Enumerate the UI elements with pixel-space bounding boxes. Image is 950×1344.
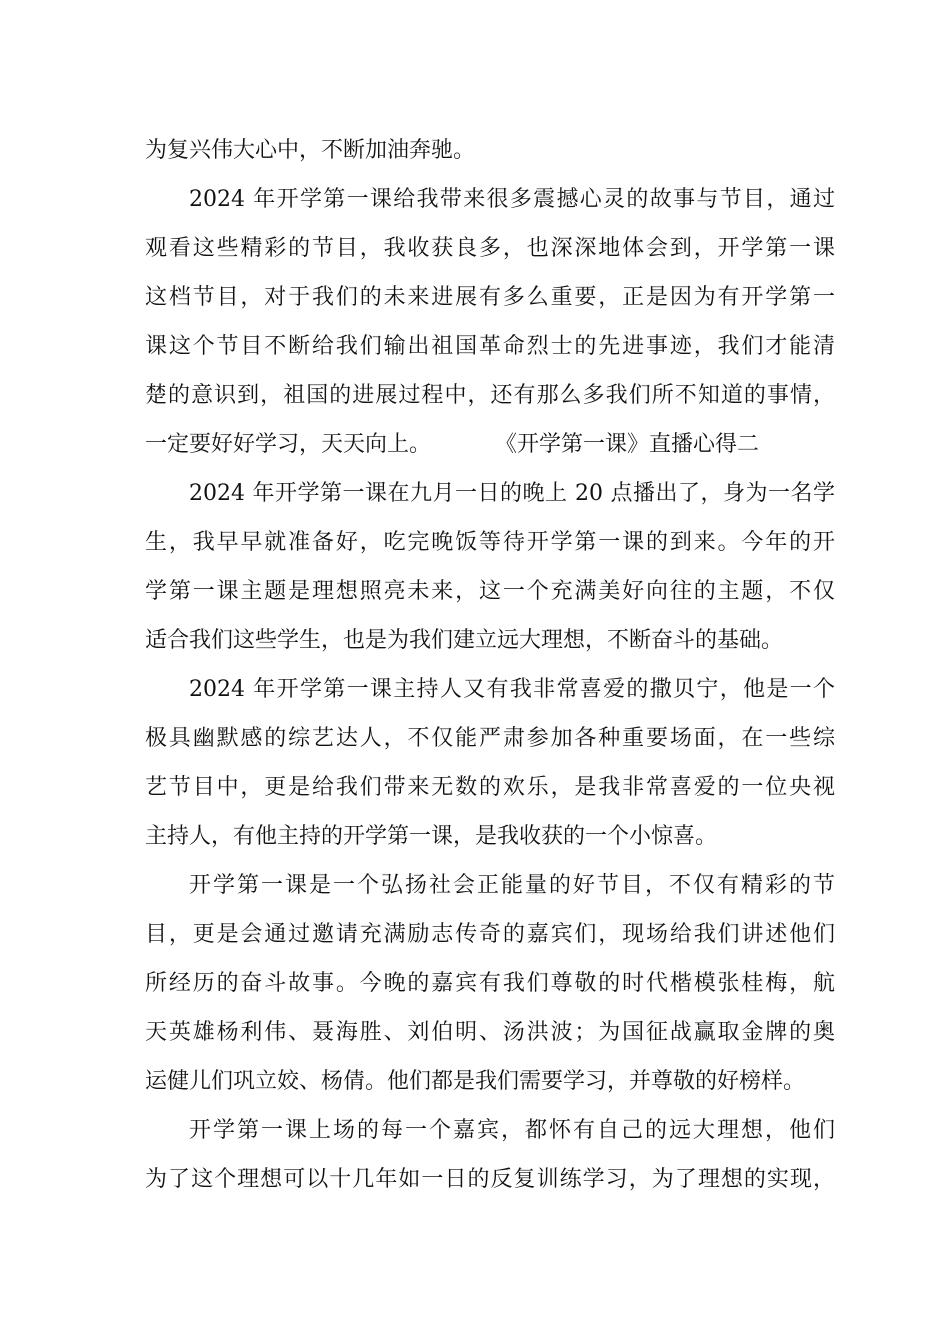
- text-line: 楚的意识到，祖国的进展过程中，还有那么多我们所不知道的事情，: [145, 383, 835, 408]
- text-line: 一定要好好学习，天天向上。: [145, 432, 432, 457]
- text-line: 观看这些精彩的节目，我收获良多，也深深地体会到，开学第一课: [145, 236, 835, 261]
- text-line: 课这个节目不断给我们输出祖国革命烈士的先进事迹，我们才能清: [145, 334, 835, 359]
- text-line: 所经历的奋斗故事。今晚的嘉宾有我们尊敬的时代楷模张桂梅，航: [145, 971, 835, 996]
- text-line: 天英雄杨利伟、聂海胜、刘伯明、汤洪波；为国征战赢取金牌的奥: [145, 1020, 835, 1045]
- text-line: 艺节目中，更是给我们带来无数的欢乐，是我非常喜爱的一位央视: [145, 775, 835, 800]
- text-line: 这档节目，对于我们的未来进展有多么重要，正是因为有开学第一: [145, 285, 835, 310]
- text-line: 2024 年开学第一课主持人又有我非常喜爱的撒贝宁，他是一个: [189, 677, 835, 702]
- text-line: 2024 年开学第一课给我带来很多震撼心灵的故事与节目，通过: [189, 187, 835, 212]
- inline-section-heading: 《开学第一课》直播心得二: [495, 432, 760, 457]
- text-line: 为了这个理想可以十几年如一日的反复训练学习，为了理想的实现，: [145, 1167, 835, 1192]
- text-line: 2024 年开学第一课在九月一日的晚上 20 点播出了，身为一名学: [189, 481, 835, 506]
- text-line: 开学第一课是一个弘扬社会正能量的好节目，不仅有精彩的节: [189, 873, 835, 898]
- text-line: 学第一课主题是理想照亮未来，这一个充满美好向往的主题，不仅: [145, 579, 835, 604]
- text-line: 生，我早早就准备好，吃完晚饭等待开学第一课的到来。今年的开: [145, 530, 835, 555]
- text-line: 运健儿们巩立姣、杨倩。他们都是我们需要学习，并尊敬的好榜样。: [145, 1069, 806, 1094]
- text-line: 开学第一课上场的每一个嘉宾，都怀有自己的远大理想，他们: [189, 1118, 835, 1143]
- text-line-with-heading: [145, 428, 835, 462]
- text-line: 极具幽默感的综艺达人，不仅能严肃参加各种重要场面，在一些综: [145, 726, 835, 751]
- text-line: 主持人，有他主持的开学第一课，是我收获的一个小惊喜。: [145, 824, 718, 849]
- text-line: 适合我们这些学生，也是为我们建立远大理想，不断奋斗的基础。: [145, 628, 784, 653]
- text-line: 目，更是会通过邀请充满励志传奇的嘉宾们，现场给我们讲述他们: [145, 922, 835, 947]
- text-line: 为复兴伟大心中，不断加油奔驰。: [145, 138, 476, 163]
